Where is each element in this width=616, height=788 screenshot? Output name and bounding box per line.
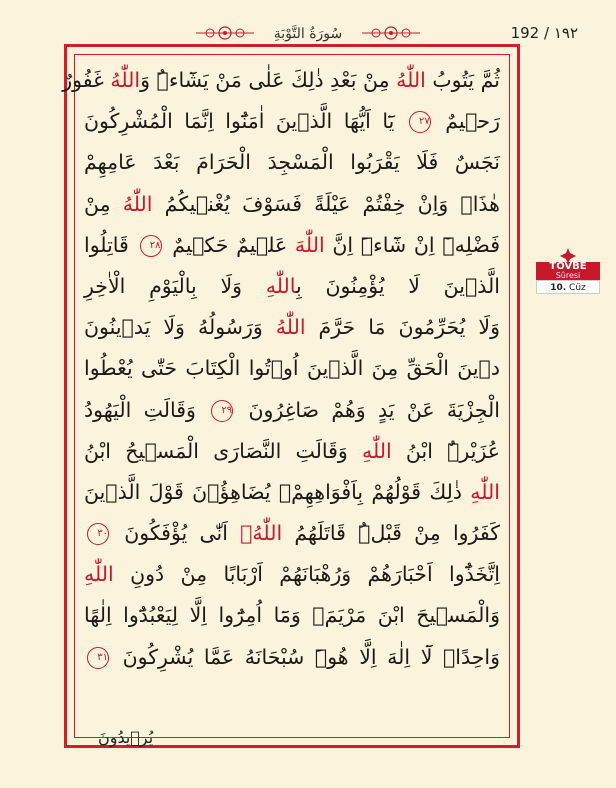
text-line — [84, 513, 500, 554]
juz-number: 10. — [550, 283, 567, 293]
sura-sub-label: Sûresi — [555, 271, 581, 280]
text-line — [84, 184, 500, 225]
text-segment: ذٰلِكَ قَوْلُهُمْ بِاَفْوَاهِهِمْۚ يُضَاهِؤُ۫نَ قَوْلَ الَّذ۪ينَ — [84, 479, 471, 504]
text-segment: ثُمَّ يَتُوبُ — [425, 68, 500, 92]
ayah-marker: ٣١ — [87, 647, 109, 669]
text-segment: عَل۪يمٌ حَك۪يمٌ — [164, 232, 295, 257]
text-segment: غَفُورٌ — [62, 68, 111, 92]
sura-side-tab — [526, 248, 610, 292]
text-segment: د۪ينَ الْحَقِّ مِنَ الَّذ۪ينَ اُو۫تُوا الْكِتَابَ حَتّٰى يُعْطُوا — [84, 356, 500, 381]
text-segment: الْجِزْيَةَ عَنْ يَدٍ وَهُمْ صَاغِرُونَ — [236, 397, 501, 422]
text-segment: رَح۪يمٌ — [433, 109, 500, 134]
ayah-marker: ٢٩ — [211, 400, 233, 422]
text-line — [84, 554, 500, 595]
text-line — [84, 390, 500, 431]
juz-label — [536, 280, 600, 294]
catchword: يُر۪يدُونَ — [98, 728, 154, 747]
text-line — [84, 595, 500, 636]
divine-name: اللّٰهُ — [122, 191, 153, 216]
page-number: 192 / ١٩٢ — [510, 24, 578, 42]
text-segment: هٰذَاۚ وَاِنْ خِفْتُمْ عَيْلَةً فَسَوْفَ يُغْن۪يكُمُ — [152, 191, 500, 216]
ayah-marker: ٢٨ — [140, 235, 162, 257]
text-line — [84, 142, 500, 183]
text-segment: اَنّٰى يُؤْفَكُونَ — [112, 521, 241, 546]
text-line — [84, 101, 500, 142]
right-ornament-icon — [362, 24, 420, 42]
ayah-marker: ٣٠ — [87, 523, 109, 545]
text-segment: وَلَا يُحَرِّمُونَ مَا حَرَّمَ — [305, 315, 501, 340]
divine-name: اللّٰهِ — [265, 273, 297, 298]
divine-name: اللّٰهُ — [396, 68, 426, 92]
text-line — [84, 307, 500, 348]
text-segment: عُزَيْرٌۨ ابْنُ — [391, 438, 500, 463]
sura-title: سُورَةُ التَّوْبَةِ — [273, 26, 343, 42]
text-segment: مِنْ بَعْدِ ذٰلِكَ عَلٰى مَنْ يَشَٓاءُۜ وَ — [140, 68, 397, 92]
ayah-marker: ٢٧ — [409, 111, 431, 133]
divine-name: اللّٰهُ — [275, 315, 306, 340]
sura-name-label: TÖVBE — [549, 261, 587, 272]
text-segment: كَفَرُوا مِنْ قَبْلُۜ قَاتَلَهُمُ — [282, 521, 500, 546]
text-line — [84, 431, 500, 472]
juz-text: Cüz — [569, 283, 586, 293]
text-segment: وَرَسُولُهُ وَلَا يَد۪ينُونَ — [84, 315, 276, 340]
text-line — [84, 266, 500, 307]
text-segment: وَقَالَتِ النَّصَارَى الْمَس۪يحُ ابْنُ — [84, 438, 362, 463]
divine-name: اللّٰهُ — [110, 68, 141, 92]
text-segment: اِتَّخَذُٓوا اَحْبَارَهُمْ وَرُهْبَانَهُمْ اَرْبَابًا مِنْ دُونِ — [113, 562, 500, 587]
text-segment: فَضْلِه۪ٓ اِنْ شَٓاءَۜ اِنَّ — [324, 232, 500, 257]
divine-name: اللّٰهِ — [470, 479, 500, 504]
text-segment: مِنْ — [84, 191, 123, 216]
text-segment: وَالْمَس۪يحَ ابْنَ مَرْيَمَۚ وَمَٓا اُمِرُٓوا اِلَّا لِيَعْبُدُٓوا اِلٰهًا — [84, 603, 500, 628]
text-line — [84, 637, 500, 678]
text-line — [84, 472, 500, 513]
text-line — [84, 348, 500, 389]
sura-tab-label — [536, 262, 600, 280]
left-ornament-icon — [196, 24, 254, 42]
divine-name: اللّٰهَ — [294, 232, 325, 257]
text-block — [62, 60, 501, 678]
text-segment: وَقَالَتِ الْيَهُودُ — [84, 397, 209, 422]
text-segment: وَلَا بِالْيَوْمِ الْاٰخِرِ — [84, 273, 266, 298]
text-segment: يَٓا اَيُّهَا الَّذ۪ينَ اٰمَنُٓوا اِنَّمَا الْمُشْرِكُونَ — [84, 109, 406, 134]
text-line — [84, 225, 500, 266]
divine-name: اللّٰهِ — [84, 562, 114, 587]
text-line — [62, 60, 500, 101]
text-segment: نَجَسٌ فَلَا يَقْرَبُوا الْمَسْجِدَ الْحَرَامَ بَعْدَ عَامِهِمْ — [84, 150, 500, 175]
divine-name: اللّٰهِ — [362, 438, 392, 463]
text-segment: قَاتِلُوا — [84, 232, 137, 257]
text-segment: وَاحِدًاۚ لَٓا اِلٰهَ اِلَّا هُوَۜ سُبْحَانَهُ عَمَّا يُشْرِكُونَ — [112, 644, 500, 669]
divine-name: اللّٰهُۚ — [240, 521, 283, 546]
text-segment: الَّذ۪ينَ لَا يُؤْمِنُونَ بِ — [296, 273, 500, 298]
